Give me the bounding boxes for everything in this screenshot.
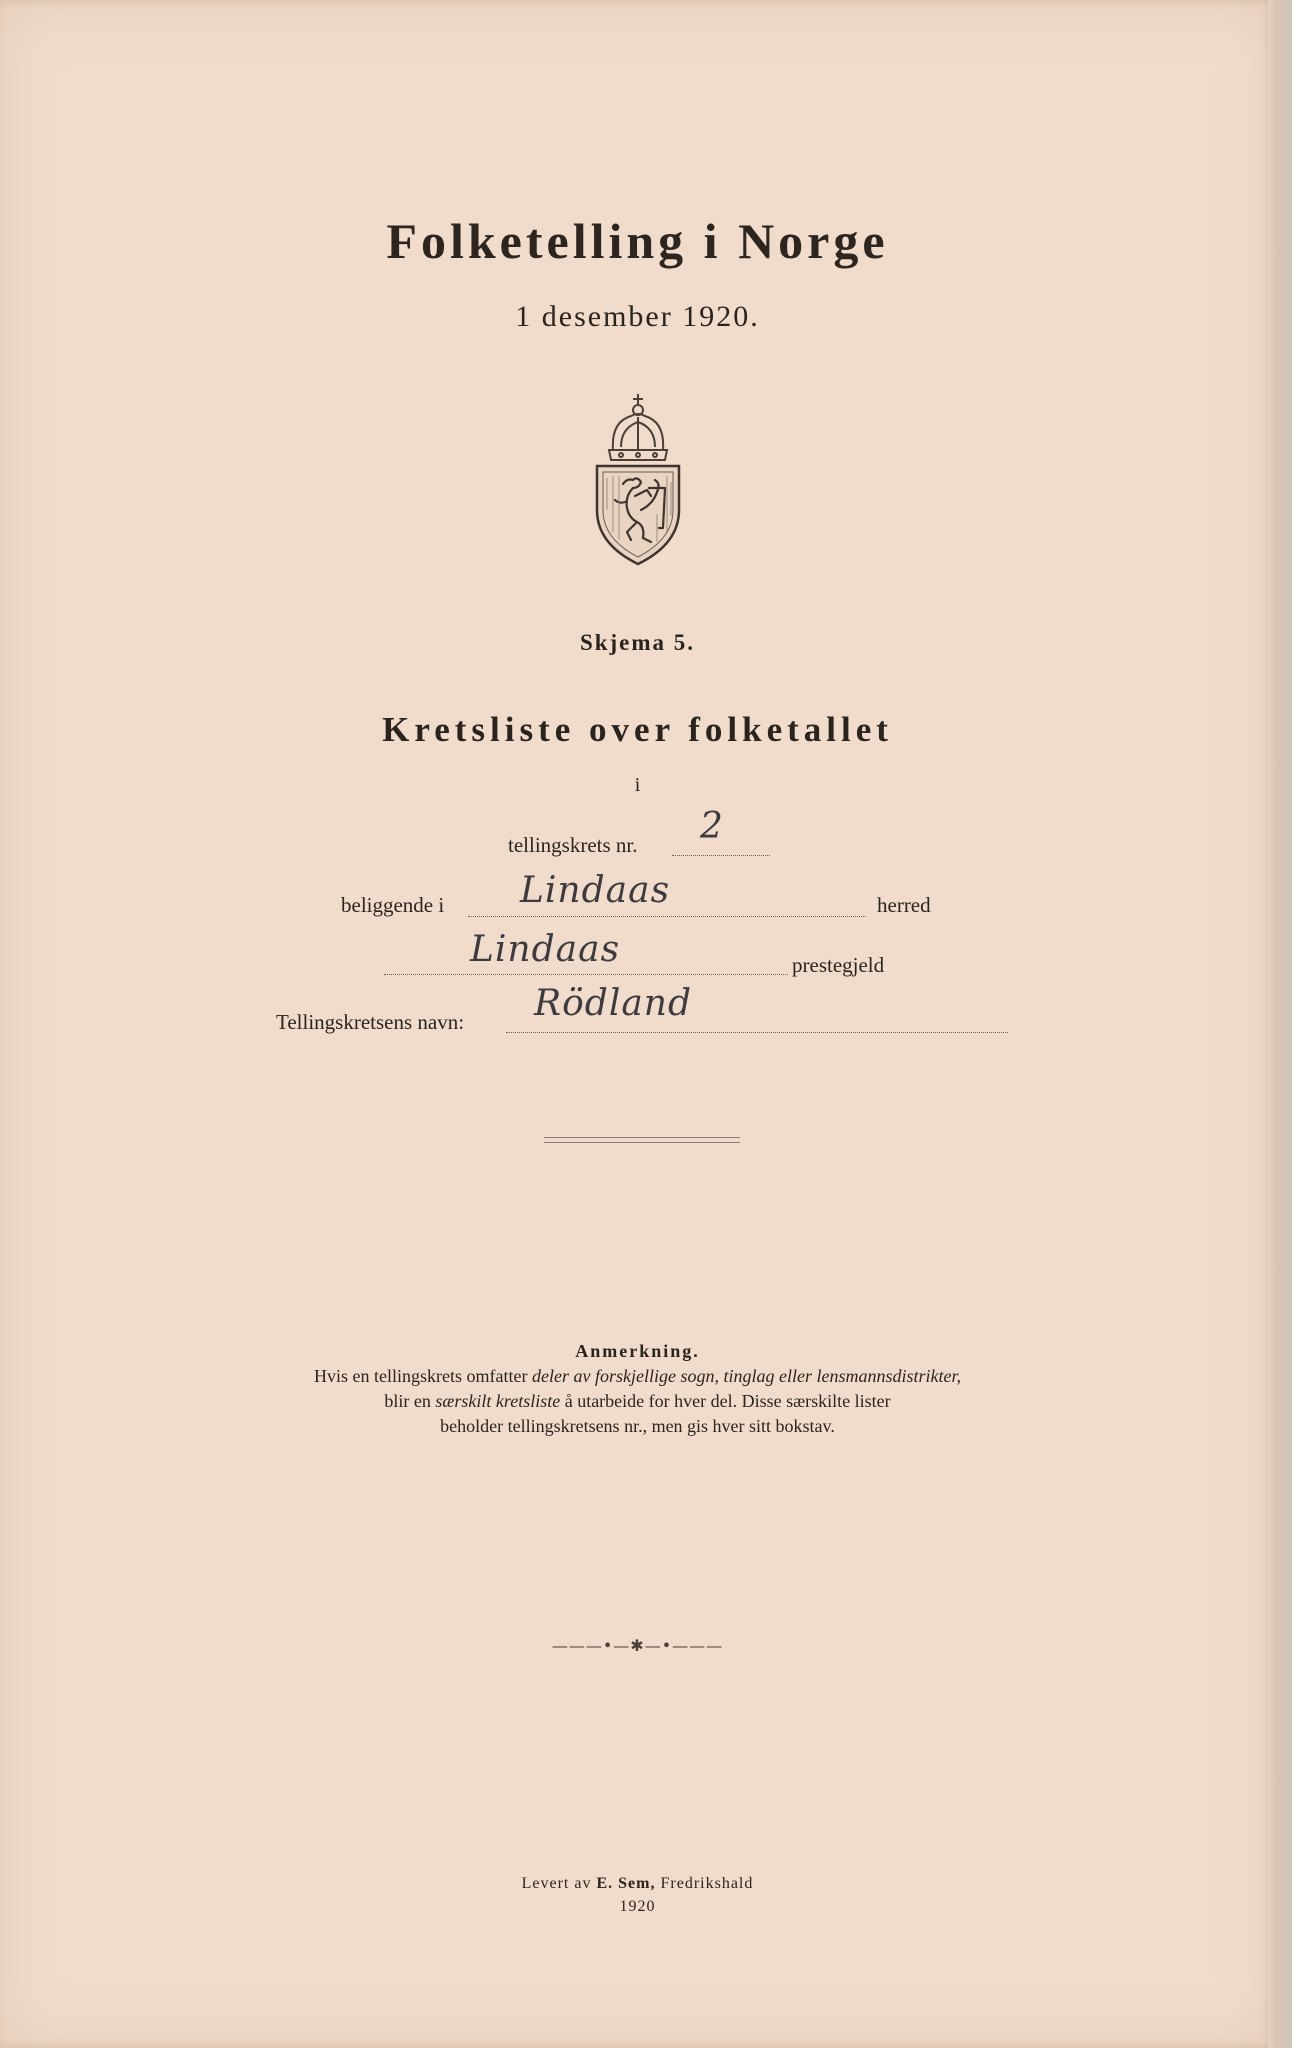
district-name-label: Tellingskretsens navn:: [276, 1010, 465, 1034]
note-title: Anmerkning.: [575, 1341, 700, 1361]
parish-value[interactable]: Lindaas: [470, 929, 621, 970]
note-line-2-text-a: blir en: [384, 1391, 436, 1411]
note-line-2-italic: særskilt kretsliste: [435, 1391, 561, 1411]
section-divider: [544, 1137, 740, 1143]
municipality-suffix: herred: [877, 893, 931, 917]
municipality-value[interactable]: Lindaas: [520, 870, 671, 911]
note-line-2-text-b: å utarbeide for hver del. Disse særskilte lister: [560, 1391, 891, 1411]
note-line-1: [0, 1366, 1275, 1387]
preposition-i: i: [634, 774, 641, 796]
note-line-3: beholder tellingskretsens nr., men gis hver sitt bokstav.: [440, 1416, 835, 1436]
located-in-label: beliggende i: [341, 893, 445, 917]
printer-credit: [0, 1875, 1275, 1893]
print-year: 1920: [619, 1898, 656, 1915]
norwegian-coat-of-arms-icon: [591, 392, 685, 567]
form-heading: Kretsliste over folketallet: [382, 710, 893, 749]
note-line-2: [0, 1391, 1275, 1412]
district-number-label: tellingskrets nr.: [508, 833, 638, 857]
schema-number: Skjema 5.: [579, 630, 696, 655]
printer-name: E. Sem,: [596, 1875, 656, 1892]
municipality-line: [468, 916, 866, 917]
district-number-line: [672, 855, 770, 856]
district-name-value[interactable]: Rödland: [534, 983, 693, 1024]
printer-city: Fredrikshald: [655, 1875, 754, 1892]
parish-suffix: prestegjeld: [792, 953, 885, 977]
document-title: Folketelling i Norge: [386, 213, 889, 269]
page-edge: [1268, 0, 1292, 2048]
printer-supplied-by: Levert av: [521, 1875, 597, 1892]
census-date: 1 desember 1920.: [515, 300, 760, 333]
district-name-line: [506, 1032, 1008, 1033]
note-line-1-italic: deler av forskjellige sogn, tinglag eller lensmannsdistrikter,: [532, 1366, 961, 1386]
district-number-value[interactable]: 2: [700, 806, 724, 847]
ornament-divider: ———•—✱—•———: [551, 1636, 724, 1655]
note-line-1-text: Hvis en tellingskrets omfatter: [314, 1366, 532, 1386]
parish-line: [384, 974, 788, 975]
